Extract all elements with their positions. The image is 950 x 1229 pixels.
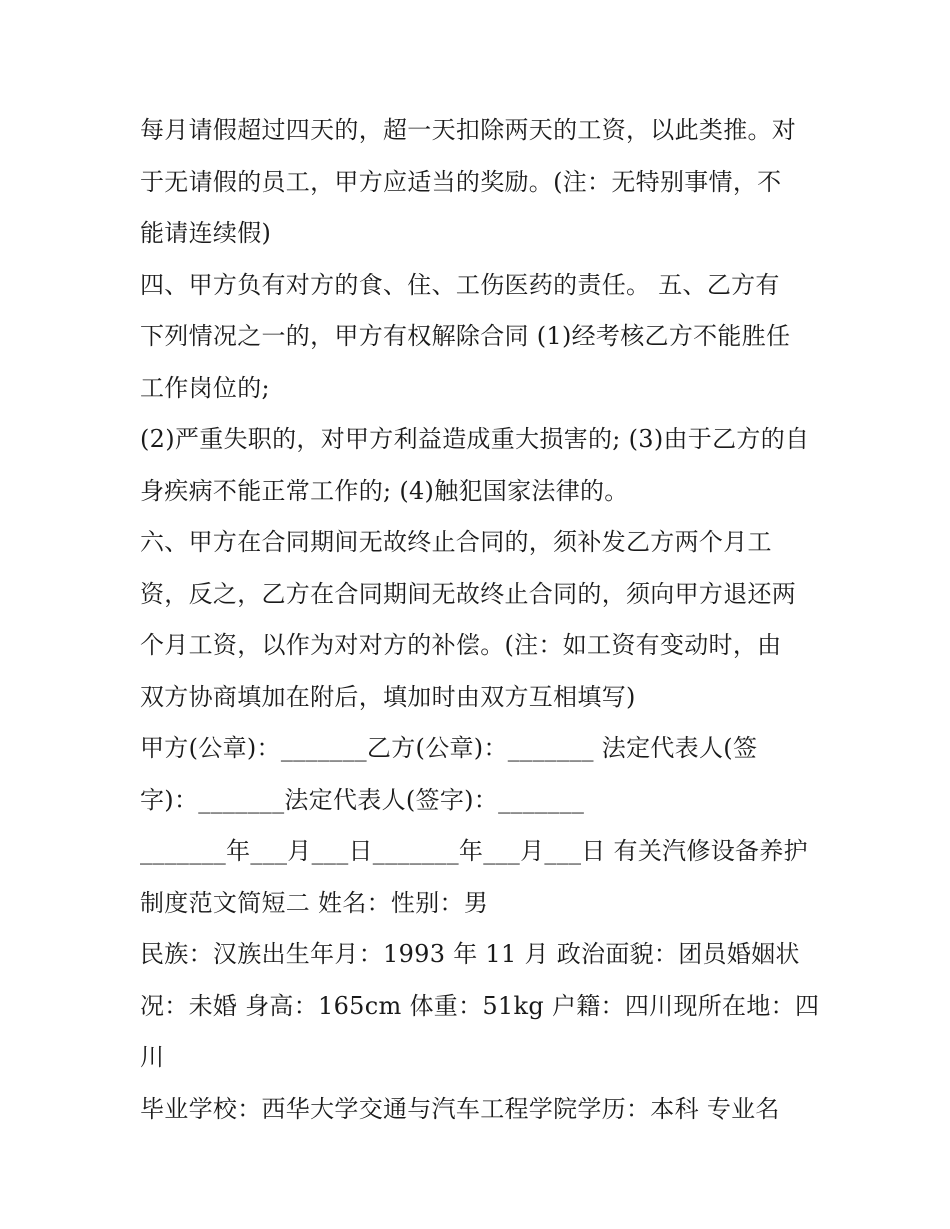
text-line: 六、甲方在合同期间无故终止合同的，须补发乙方两个月工 — [140, 528, 772, 556]
text-line: 川 — [140, 1043, 165, 1071]
text-line: 每月请假超过四天的，超一天扣除两天的工资，以此类推。对 — [140, 116, 797, 144]
text-line: 毕业学校：西华大学交通与汽车工程学院学历：本科 专业名 — [140, 1094, 780, 1123]
text-line: 况：未婚 身高：165cm 体重：51kg 户籍：四川现所在地：四 — [140, 991, 820, 1020]
text-line: 下列情况之一的，甲方有权解除合同 (1)经考核乙方不能胜任 — [140, 322, 791, 350]
document-body — [140, 105, 820, 1135]
text-line: 工作岗位的; — [140, 373, 270, 402]
signature-line: 字)：_______法定代表人(签字)：_______ — [140, 785, 585, 814]
signature-line: 甲方(公章)：_______乙方(公章)：_______ 法定代表人(签 — [140, 734, 758, 762]
text-line: 于无请假的员工，甲方应适当的奖励。(注：无特别事情，不 — [140, 167, 782, 196]
text-line: 双方协商填加在附后，填加时由双方互相填写) — [140, 682, 636, 711]
date-line: _______年___月___日_______年___月___日 有关汽修设备养护 — [140, 837, 808, 865]
text-line: 制度范文简短二 姓名：性别：男 — [140, 888, 489, 917]
text-line: 身疾病不能正常工作的; (4)触犯国家法律的。 — [140, 476, 629, 505]
text-line: 民族：汉族出生年月：1993 年 11 月 政治面貌：团员婚姻状 — [140, 940, 800, 968]
text-line: 个月工资，以作为对对方的补偿。(注：如工资有变动时，由 — [140, 631, 782, 659]
text-line: 资，反之，乙方在合同期间无故终止合同的，须向甲方退还两 — [140, 579, 797, 608]
text-line: (2)严重失职的，对甲方利益造成重大损害的; (3)由于乙方的自 — [140, 425, 810, 453]
text-line: 四、甲方负有对方的食、住、工伤医药的责任。 五、乙方有 — [140, 270, 780, 299]
text-line: 能请连续假) — [140, 219, 272, 247]
